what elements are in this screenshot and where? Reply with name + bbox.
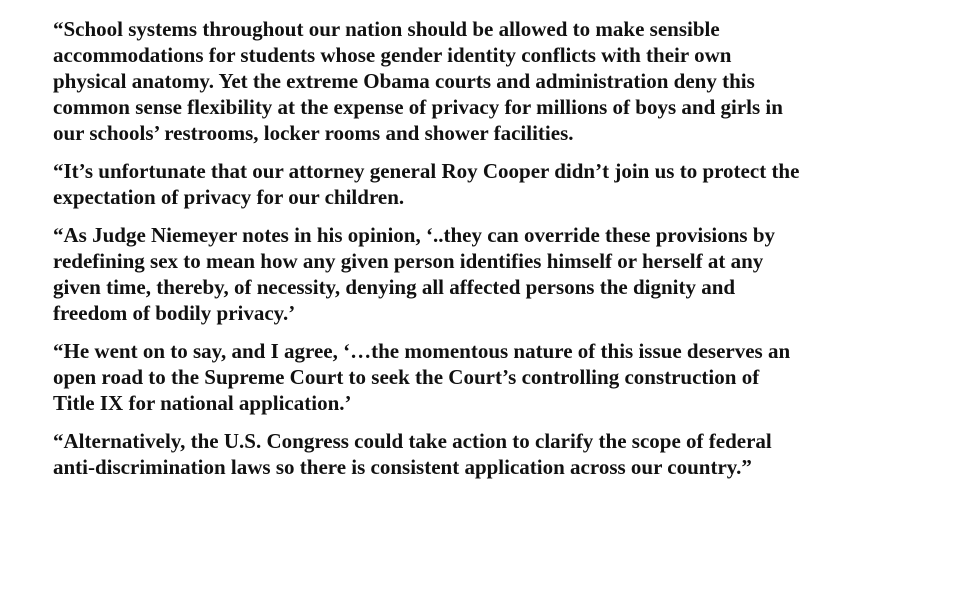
- paragraph-attorney-general: “It’s unfortunate that our attorney general Roy Cooper didn’t join us to protect the expectation of privacy for our children.: [53, 159, 800, 209]
- paragraph-judge-niemeyer: “As Judge Niemeyer notes in his opinion, ‘..they can override these provisions by redefining sex to mean how any given person identifies himself or herself at any given time, thereby, of necessity, denying all affected persons the dignity and freedom of bodily privacy.’: [53, 223, 775, 325]
- document-body: [53, 16, 953, 492]
- paragraph-congress: “Alternatively, the U.S. Congress could take action to clarify the scope of federal anti-discrimination laws so there is consistent application across our country.”: [53, 429, 772, 479]
- paragraph-school-systems: “School systems throughout our nation should be allowed to make sensible accommodations for students whose gender identity conflicts with their own physical anatomy. Yet the extreme Obama courts and administration deny this common sense flexibility at the expense of privacy for millions of boys and girls in our schools’ restrooms, locker rooms and shower facilities.: [53, 17, 783, 145]
- paragraph-supreme-court: “He went on to say, and I agree, ‘…the momentous nature of this issue deserves an open road to the Supreme Court to seek the Court’s controlling construction of Title IX for national application.’: [53, 339, 791, 415]
